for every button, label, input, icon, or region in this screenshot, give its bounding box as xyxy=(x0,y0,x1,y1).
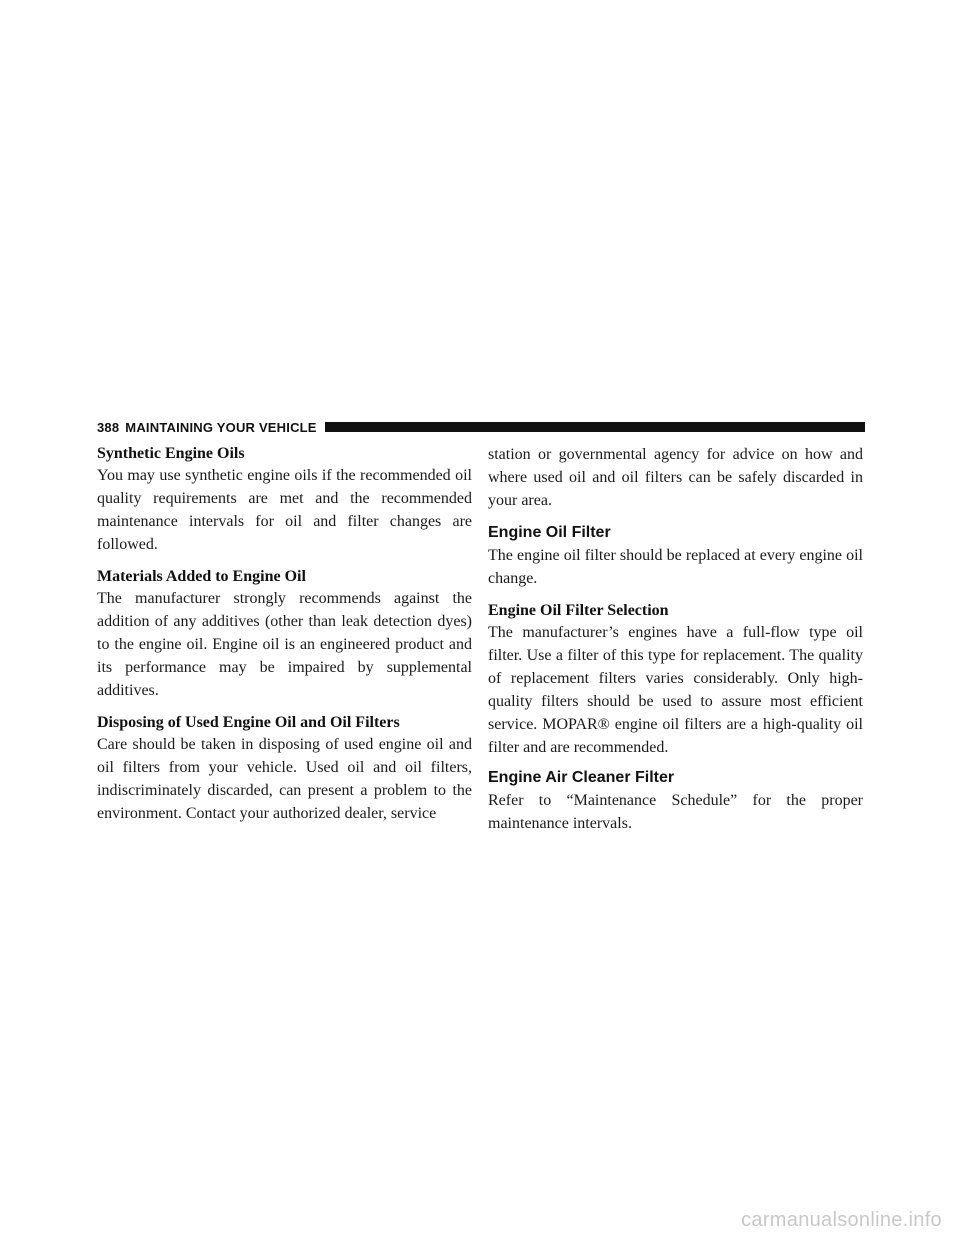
paragraph-materials-added: The manufacturer strongly recommends against the addition of any additives (other than leak detection dyes) to the engine oil. Engine oil is an engineered product and its performance may be impaired by supplemental additives. xyxy=(97,590,472,699)
heading-disposing-oil: Disposing of Used Engine Oil and Oil Filters xyxy=(97,714,400,731)
paragraph-engine-oil-filter: The engine oil filter should be replaced at every engine oil change. xyxy=(488,547,863,587)
heading-oil-filter-selection: Engine Oil Filter Selection xyxy=(488,602,669,619)
page-number: 388 xyxy=(97,419,120,435)
page-header xyxy=(97,418,865,436)
paragraph-air-cleaner-filter: Refer to “Maintenance Schedule” for the proper maintenance intervals. xyxy=(488,792,863,832)
left-column xyxy=(97,443,472,825)
paragraph-disposing-oil: Care should be taken in disposing of used engine oil and oil filters from your vehicle. Used oil and oil filters, indiscriminately discarded, can present a problem to the environment. Contact your authorized dealer, service xyxy=(97,736,472,822)
heading-air-cleaner-filter: Engine Air Cleaner Filter xyxy=(488,769,675,786)
right-column xyxy=(488,443,863,835)
heading-materials-added: Materials Added to Engine Oil xyxy=(97,568,306,585)
heading-synthetic-engine-oils: Synthetic Engine Oils xyxy=(97,445,245,462)
section-title: MAINTAINING YOUR VEHICLE xyxy=(125,419,317,435)
paragraph-disposing-continued: station or governmental agency for advice on how and where used oil and oil filters can be safely discarded in your area. xyxy=(488,446,863,509)
header-rule xyxy=(325,422,865,432)
heading-engine-oil-filter: Engine Oil Filter xyxy=(488,524,611,541)
paragraph-synthetic-engine-oils: You may use synthetic engine oils if the recommended oil quality requirements are met and the recommended maintenance intervals for oil and filter changes are followed. xyxy=(97,467,472,553)
watermark: carmanualsonline.info xyxy=(741,1209,942,1231)
paragraph-oil-filter-selection: The manufacturer’s engines have a full-flow type oil filter. Use a filter of this type for replacement. The quality of replacement filters varies considerably. Only high-quality filters should be used to assure most efficient service. MOPAR® engine oil filters are a high-quality oil filter and are recommended. xyxy=(488,624,863,756)
